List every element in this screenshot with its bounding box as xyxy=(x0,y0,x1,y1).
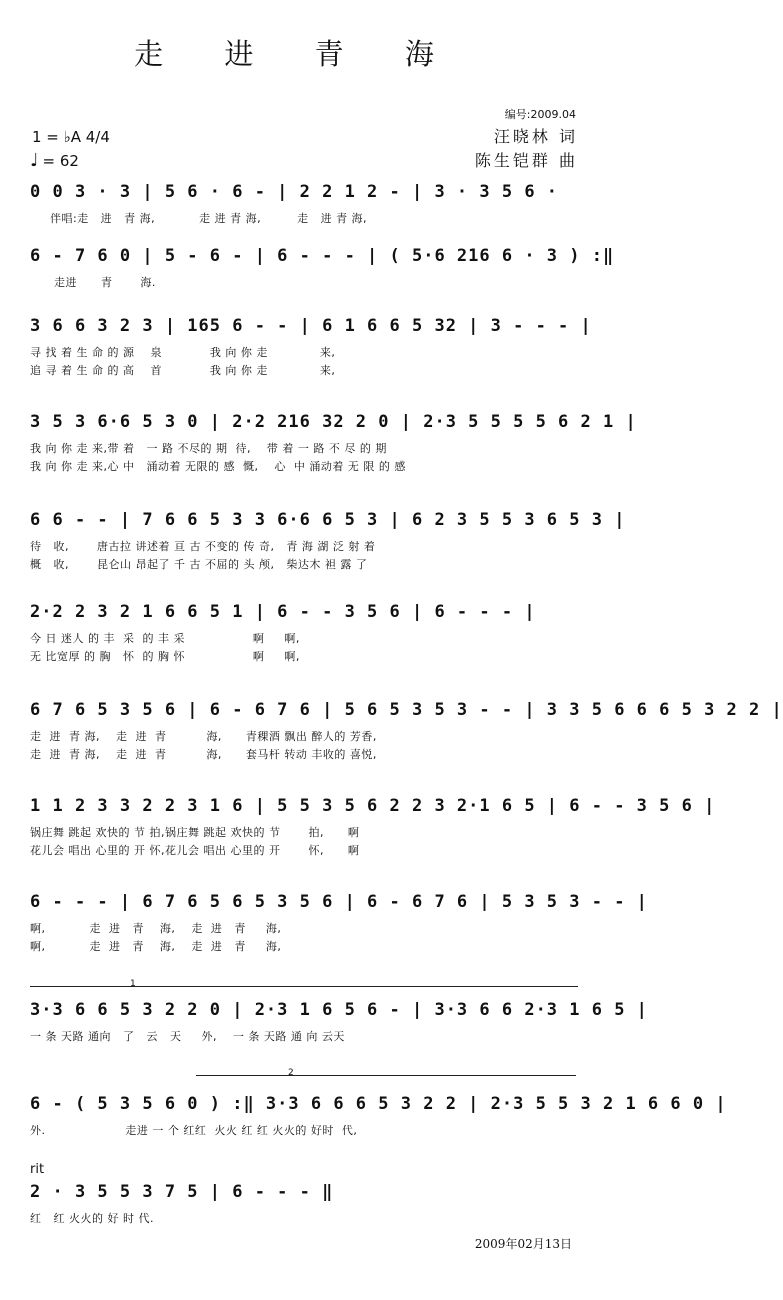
ritardando-marking: rit xyxy=(30,1162,45,1177)
notes: 2·2 2 3 2 1 6 6 5 1 | 6 - - 3 5 6 | 6 - - - | xyxy=(30,602,536,622)
score-row-7 xyxy=(30,700,783,782)
notes: 6 6 - - | 7 6 6 5 3 3 6·6 6 5 3 | 6 2 3 5 5 3 6 5 3 | xyxy=(30,510,626,530)
lyric-line-2: 无 比宽厚 的 胸 怀 的 胸 怀 啊 啊, xyxy=(30,650,300,663)
notes: 3 5 3 6·6 5 3 0 | 2·2 216 32 2 0 | 2·3 5 5 5 5 6 2 1 | xyxy=(30,412,637,432)
lyric-line-1: 走 进 青 海, 走 进 青 海, 青稞酒 飘出 醉人的 芳香, xyxy=(30,730,377,743)
lyric-line-1: 走进 青 海. xyxy=(30,276,156,289)
tempo-value: = 62 xyxy=(42,152,79,170)
lyric-line-1: 外. 走进 一 个 红红 火火 红 红 火火的 好时 代, xyxy=(30,1124,358,1137)
notes: 3·3 6 6 5 3 2 2 0 | 2·3 1 6 5 6 - | 3·3 6 6 2·3 1 6 5 | xyxy=(30,1000,648,1020)
volta-number: 2 xyxy=(288,1068,294,1078)
notes: 2 · 3 5 5 3 7 5 | 6 - - - ‖ xyxy=(30,1182,334,1202)
lyric-line-2: 啊, 走 进 青 海, 走 进 青 海, xyxy=(30,940,282,953)
date-stamp: 2009年02月13日 xyxy=(474,1237,572,1251)
lyric-line-2: 我 向 你 走 来,心 中 涌动着 无限的 感 慨, 心 中 涌动着 无 限 的 感 xyxy=(30,460,406,473)
lyric-line-2: 追 寻 着 生 命 的 高 首 我 向 你 走 来, xyxy=(30,364,336,377)
lyric-line-1: 啊, 走 进 青 海, 走 进 青 海, xyxy=(30,922,282,935)
score-row-6 xyxy=(30,602,578,684)
volta-number: 1 xyxy=(130,979,136,989)
composer-credit: 陈生铠群 曲 xyxy=(474,151,578,170)
notes: 3 6 6 3 2 3 | 165 6 - - | 6 1 6 6 5 32 | 3 - - - | xyxy=(30,316,592,336)
tempo-marking xyxy=(30,150,79,171)
lyricist-credit: 汪晓林 词 xyxy=(493,127,578,146)
lyric-line-1: 待 收, 唐古拉 讲述着 亘 古 不变的 传 奇, 青 海 湖 泛 射 着 xyxy=(30,540,376,553)
lyric-line-1: 今 日 迷人 的 丰 采 的 丰 采 啊 啊, xyxy=(30,632,300,645)
score-row-9 xyxy=(30,892,648,974)
lyric-line-1: 我 向 你 走 来,带 着 一 路 不尽的 期 待, 带 着 一 路 不 尽 的 期 xyxy=(30,442,387,455)
score-row-5 xyxy=(30,510,626,592)
notes: 6 7 6 5 3 5 6 | 6 - 6 7 6 | 5 6 5 3 5 3 - - | 3 3 5 6 6 6 5 3 2 2 | xyxy=(30,700,783,720)
serial-number: 编号:2009.04 xyxy=(504,108,576,121)
volta-bracket-1 xyxy=(30,979,578,997)
notes: 6 - ( 5 3 5 6 0 ) :‖ 3·3 6 6 6 5 3 2 2 | 2·3 5 5 3 2 1 6 6 0 | xyxy=(30,1094,727,1114)
score-row-3 xyxy=(30,316,592,398)
quarter-note-icon: ♩ xyxy=(30,150,39,171)
lyric-line-1: 寻 找 着 生 命 的 源 泉 我 向 你 走 来, xyxy=(30,346,336,359)
notes: 6 - 7 6 0 | 5 - 6 - | 6 - - - | ( 5·6 216 6 · 3 ) :‖ xyxy=(30,246,615,266)
lyric-line-2: 走 进 青 海, 走 进 青 海, 套马杆 转动 丰收的 喜悦, xyxy=(30,748,377,761)
notes: 0 0 3 · 3 | 5 6 · 6 - | 2 2 1 2 - | 3 · 3 5 6 · xyxy=(30,182,559,202)
score-row-4 xyxy=(30,412,637,494)
lyric-line-2: 花儿会 唱出 心里的 开 怀,花儿会 唱出 心里的 开 怀, 啊 xyxy=(30,844,360,857)
lyric-line-1: 锅庄舞 跳起 欢快的 节 拍,锅庄舞 跳起 欢快的 节 拍, 啊 xyxy=(30,826,360,839)
key-signature: 1 = ♭A 4/4 xyxy=(32,128,110,146)
notes: 6 - - - | 6 7 6 5 6 5 3 5 6 | 6 - 6 7 6 | 5 3 5 3 - - | xyxy=(30,892,648,912)
score-row-8 xyxy=(30,796,716,878)
lyric-line-1: 红 红 火火的 好 时 代. xyxy=(30,1212,154,1225)
score-row-11 xyxy=(30,1094,727,1176)
volta-bracket-2 xyxy=(196,1068,576,1086)
lyric-line-2: 概 收, 昆仑山 昂起了 千 古 不屈的 头 颅, 柴达木 袒 露 了 xyxy=(30,558,368,571)
lyric-line-1: 一 条 天路 通向 了 云 天 外, 一 条 天路 通 向 云天 xyxy=(30,1030,345,1043)
notes: 1 1 2 3 3 2 2 3 1 6 | 5 5 3 5 6 2 2 3 2·1 6 5 | 6 - - 3 5 6 | xyxy=(30,796,716,816)
song-title: 走 进 青 海 xyxy=(134,37,460,71)
score-row-10 xyxy=(30,1000,648,1082)
lyric-line-1: 伴唱:走 进 青 海, 走 进 青 海, 走 进 青 海, xyxy=(30,212,368,225)
